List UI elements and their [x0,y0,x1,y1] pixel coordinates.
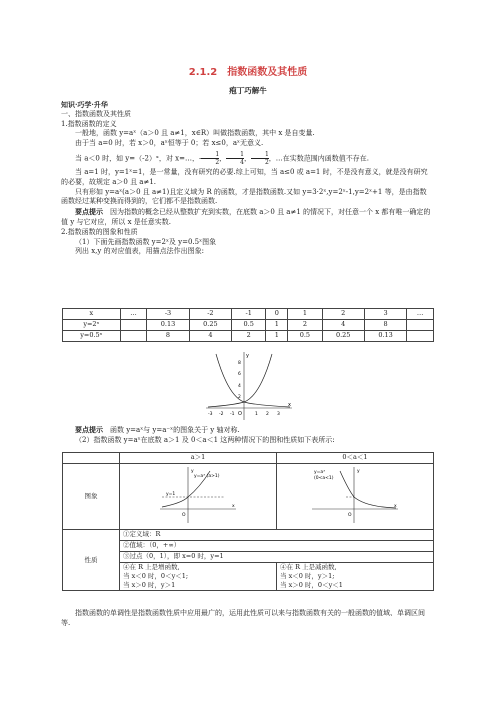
a-one-paragraph: 当 a=1 时，y=1ˣ=1，是一常量，没有研究的必要.综上可知，当 a≤0 或 a=1 时，不是没有意义，就是没有研究的必要，故规定 a＞0 且 a≠1. [61,167,428,186]
graph-cell-left [120,464,277,530]
table-cell: 0.13 [147,320,189,331]
text-line: ④在 R 上是增函数, [123,563,180,571]
table-cell: x [63,309,121,320]
row-label-properties: 性质 [63,530,120,591]
x-tick: 1 [255,412,258,417]
table-cell: … [120,309,147,320]
graph-row [63,464,434,530]
section-heading: 知识·巧学·升华 [61,100,108,109]
table-cell [120,331,147,342]
x-axis-label: x [288,402,291,408]
text-line: 当 x＞0 时，y＞1 [123,581,176,590]
line-label: y=1 [166,491,176,497]
x-axis-label: x [394,503,397,509]
property-table-header [63,453,434,464]
function-label: y=aˣ (a>1) [194,473,220,479]
part-1-title: （1）下面先画指数函数 y=2ˣ及 y=0.5ˣ图象 [75,237,217,246]
form-paragraph: 只有形如 y=aˣ(a＞0 且 a≠1)且定义域为 R 的函数，才是指数函数.又如 y=3·2ˣ,y=2ˣ-1,y=2ˣ+1 等，是由指数函数经过某种变换而得到的，它们都不是指数函数. [61,187,427,206]
value-table-header-row [63,309,434,320]
definition-paragraph: 一般地，函数 y=aˣ（a＞0 且 a≠1，x∈R）叫做指数函数，其中 x 是自变量. [75,129,315,138]
table-cell [407,320,434,331]
table-cell: 0.25 [189,320,231,331]
x-axis-label: x [232,503,235,509]
y-axis-label: y [191,468,194,474]
intro-section [61,100,433,257]
table-cell: 8 [364,320,406,331]
tip-1-label: 要点提示 [75,207,103,217]
property-point: ③过点（0，1），即 x=0 时，y=1 [120,552,434,563]
x-tick: -3 [208,412,213,417]
table-cell: 8 [147,331,189,342]
column-header-a-lt-1: 0＜a＜1 [277,453,434,464]
x-tick: -2 [219,412,224,417]
tip-2-text: 函数 y=aˣ与 y=a⁻ˣ的图象关于 y 轴对称. [110,426,240,434]
y-axis-label: y [246,353,249,359]
decreasing-graph [310,465,400,525]
table-cell: 4 [189,331,231,342]
tip-2-label: 要点提示 [75,425,103,434]
x-tick: -1 [230,412,235,417]
condition-label: (0<a<1) [314,475,334,481]
a-negative-text-end: ，…在实数范围内函数值不存在. [268,154,370,163]
page-title: 2.1.2 指数函数及其性质 [188,67,308,78]
tail-paragraph: 指数函数的单调性是指数函数性质中应用最广的，运用此性质可以来与指数函数有关的一般函数的值域、单调区间等. [61,609,425,627]
text-line: 当 x＜0 时，y＞1; [280,572,335,581]
tip-1-text: 因为指数的概念已经从整数扩充到实数，在底数 a＞0 且 a≠1 的情况下，对任意一个 x 都有唯一确定的值 y 与它对应，所以 x 是任意实数. [61,208,431,226]
origin-label: O [182,512,186,518]
subsection-2-title: 2.指数函数的图象和性质 [61,227,138,236]
section-1-title: 一、指数函数及其性质 [61,109,131,118]
property-monotonic-right [277,563,434,591]
table-cell: 0.5 [232,320,266,331]
table-cell: y=2ˣ [63,320,121,331]
table-cell: 4 [322,320,364,331]
y-tick: 2 [238,395,241,400]
tip-2 [61,425,433,436]
a-zero-paragraph: 由于当 a=0 时，若 x＞0，aˣ恒等于 0；若 x≤0，aˣ无意义. [75,139,264,148]
property-domain: ①定义域：R [120,530,434,541]
property-monotonic-left [120,563,277,591]
exponential-graph [204,350,294,422]
table-cell: 0.25 [322,331,364,342]
origin-label: O [348,512,352,518]
increasing-graph [158,465,238,525]
part-2-title: （2）指数函数 y=aˣ在底数 a＞1 及 0＜a＜1 这两种情况下的图和性质如下表所示: [75,435,335,444]
table-cell: 2 [288,320,322,331]
table-cell: 0.13 [364,331,406,342]
a-negative-text: 当 a＜0 时，如 y=（-2）ˣ，对 x=…，- [75,154,202,163]
tip-1 [61,207,433,228]
table-cell: … [407,309,434,320]
column-header-a-gt-1: a＞1 [120,453,277,464]
table-cell: 3 [364,309,406,320]
y-tick: 8 [238,361,241,366]
table-row [63,320,434,331]
table-cell: 0 [266,309,288,320]
x-tick: 2 [266,412,269,417]
y-axis-label: y [357,468,360,474]
tail-section [61,609,433,629]
fraction-1: $\frac{1}{2}$ [201,151,219,166]
table-row [63,331,434,342]
property-range: ②值域：（0，+∞） [120,541,434,552]
table-cell: y=0.5ˣ [63,331,121,342]
table-cell: 1 [288,309,322,320]
curve-0-5-pow-x [216,354,290,407]
table-cell: 0.5 [288,331,322,342]
table-row [63,530,434,541]
subsection-1-title: 1.指数函数的定义 [61,119,117,128]
table-cell: 1 [266,331,288,342]
table-cell: 2 [232,331,266,342]
graph-cell-right [277,464,434,530]
value-table [62,308,434,342]
function-label: y=aˣ [314,469,326,475]
x-tick: 3 [277,412,280,417]
y-tick: 6 [238,372,241,377]
table-cell: 1 [266,320,288,331]
a-negative-paragraph: 当 a＜0 时，如 y=（-2）ˣ，对 x=…，- $\frac{1}{2}$ ， $\frac{1}{4}$ ， $\frac{1}{2}$ ，…在实数范围内函数值不存在. [75,150,370,166]
text-line: 当 x＞0 时，0＜y＜1 [280,581,343,590]
y-tick: 4 [238,384,241,389]
table-cell: -3 [147,309,189,320]
origin-label: O [238,411,242,417]
table-cell: -2 [189,309,231,320]
page-subtitle: 疱丁巧解牛 [229,86,267,95]
table-cell: -1 [232,309,266,320]
table-cell [63,453,120,464]
table-cell [407,331,434,342]
table-cell [120,320,147,331]
fraction-3: $\frac{1}{2}$ [251,151,269,166]
list-intro: 列出 x,y 的对应值表，用描点法作出图象: [75,247,204,256]
table-cell: 2 [322,309,364,320]
row-label-graph: 图象 [63,464,120,530]
fraction-2: $\frac{1}{4}$ [226,151,244,166]
text-line: ④在 R 上是减函数, [280,563,337,571]
property-table [62,452,434,591]
text-line: 当 x＜0 时，0＜y＜1; [123,572,189,581]
tip-2-section [61,425,433,446]
